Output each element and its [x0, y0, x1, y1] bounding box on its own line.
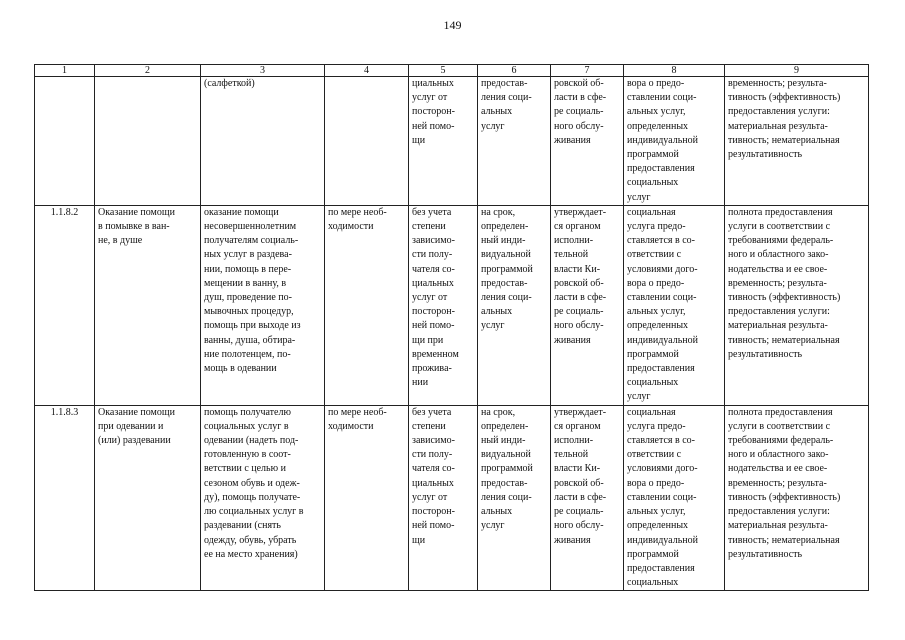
cell-description: оказание помощи несовершеннолетним получателям социаль- ных услуг в раздева- нии, помощь в пере- мещении в ванну, в душ, проведение по- мывочных процедур, помощь при выходе из ванны, душа, обтира- ние полотенцем, по- мощь в одевании — [201, 205, 325, 405]
cell-norm: циальных услуг от посторон- ней помо- щи — [409, 77, 478, 206]
header-cell: 6 — [478, 65, 551, 77]
cell-number — [35, 77, 95, 206]
table-row — [35, 405, 869, 591]
cell-norm: без учета степени зависимо- сти полу- чателя со- циальных услуг от посторон- ней помо- щи — [409, 405, 478, 591]
cell-description: помощь получателю социальных услуг в одевании (надеть под- готовленную в соот- ветствии с целью и сезоном обувь и одеж- ду), помощь получате- лю социальных услуг в раздевании (снять одежду, обувь, убрать ее на место хранения) — [201, 405, 325, 591]
cell-term: предостав- ления соци- альных услуг — [478, 77, 551, 206]
page-number: 149 — [443, 18, 462, 32]
cell-tariff: ровской об- ласти в сфе- ре социаль- ного обслу- живания — [551, 77, 624, 206]
header-cell: 5 — [409, 65, 478, 77]
cell-description: (салфеткой) — [201, 77, 325, 206]
cell-number: 1.1.8.2 — [35, 205, 95, 405]
header-row — [35, 65, 869, 77]
header-cell: 7 — [551, 65, 624, 77]
cell-service-name: Оказание помощи в помывке в ван- не, в душе — [95, 205, 201, 405]
cell-tariff: утверждает- ся органом исполни- тельной власти Ки- ровской об- ласти в сфе- ре социаль- ного обслу- живания — [551, 405, 624, 591]
cell-quality: полнота предоставления услуги в соответствии с требованиями федераль- ного и областного зако- нодательства и ее свое- временность; результа- тивность (эффективность) предоставления услуги: материальная результа- тивность; нематериальная результативность — [725, 205, 869, 405]
table-row — [35, 205, 869, 405]
cell-number: 1.1.8.3 — [35, 405, 95, 591]
cell-conditions: вора о предо- ставлении соци- альных услуг, определенных индивидуальной программой предоставления социальных услуг — [624, 77, 725, 206]
header-cell: 1 — [35, 65, 95, 77]
cell-service-name — [95, 77, 201, 206]
cell-service-name: Оказание помощи при одевании и (или) раздевании — [95, 405, 201, 591]
header-cell: 8 — [624, 65, 725, 77]
cell-term: на срок, определен- ный инди- видуальной программой предостав- ления соци- альных услуг — [478, 405, 551, 591]
cell-frequency: по мере необ- ходимости — [325, 205, 409, 405]
header-cell: 4 — [325, 65, 409, 77]
cell-frequency — [325, 77, 409, 206]
header-cell: 9 — [725, 65, 869, 77]
cell-norm: без учета степени зависимо- сти полу- чателя со- циальных услуг от посторон- ней помо- щи при временном проживa- нии — [409, 205, 478, 405]
cell-frequency: по мере необ- ходимости — [325, 405, 409, 591]
services-table — [34, 64, 869, 591]
cell-quality: временность; результа- тивность (эффективность) предоставления услуги: материальная результа- тивность; нематериальная результативность — [725, 77, 869, 206]
header-cell: 2 — [95, 65, 201, 77]
cell-quality: полнота предоставления услуги в соответствии с требованиями федераль- ного и областного зако- нодательства и ее свое- временность; результа- тивность (эффективность) предоставления услуги: материальная результа- тивность; нематериальная результативность — [725, 405, 869, 591]
cell-conditions: социальная услуга предо- ставляется в со- ответствии с условиями дого- вора о предо- ставлении соци- альных услуг, определенных индивидуальной программой предоставления социальных услуг — [624, 205, 725, 405]
header-cell: 3 — [201, 65, 325, 77]
cell-conditions: социальная услуга предо- ставляется в со- ответствии с условиями дого- вора о предо- ставлении соци- альных услуг, определенных индивидуальной программой предоставления социальных — [624, 405, 725, 591]
cell-term: на срок, определен- ный инди- видуальной программой предостав- ления соци- альных услуг — [478, 205, 551, 405]
table-row — [35, 77, 869, 206]
cell-tariff: утверждает- ся органом исполни- тельной власти Ки- ровской об- ласти в сфе- ре социаль- ного обслу- живания — [551, 205, 624, 405]
